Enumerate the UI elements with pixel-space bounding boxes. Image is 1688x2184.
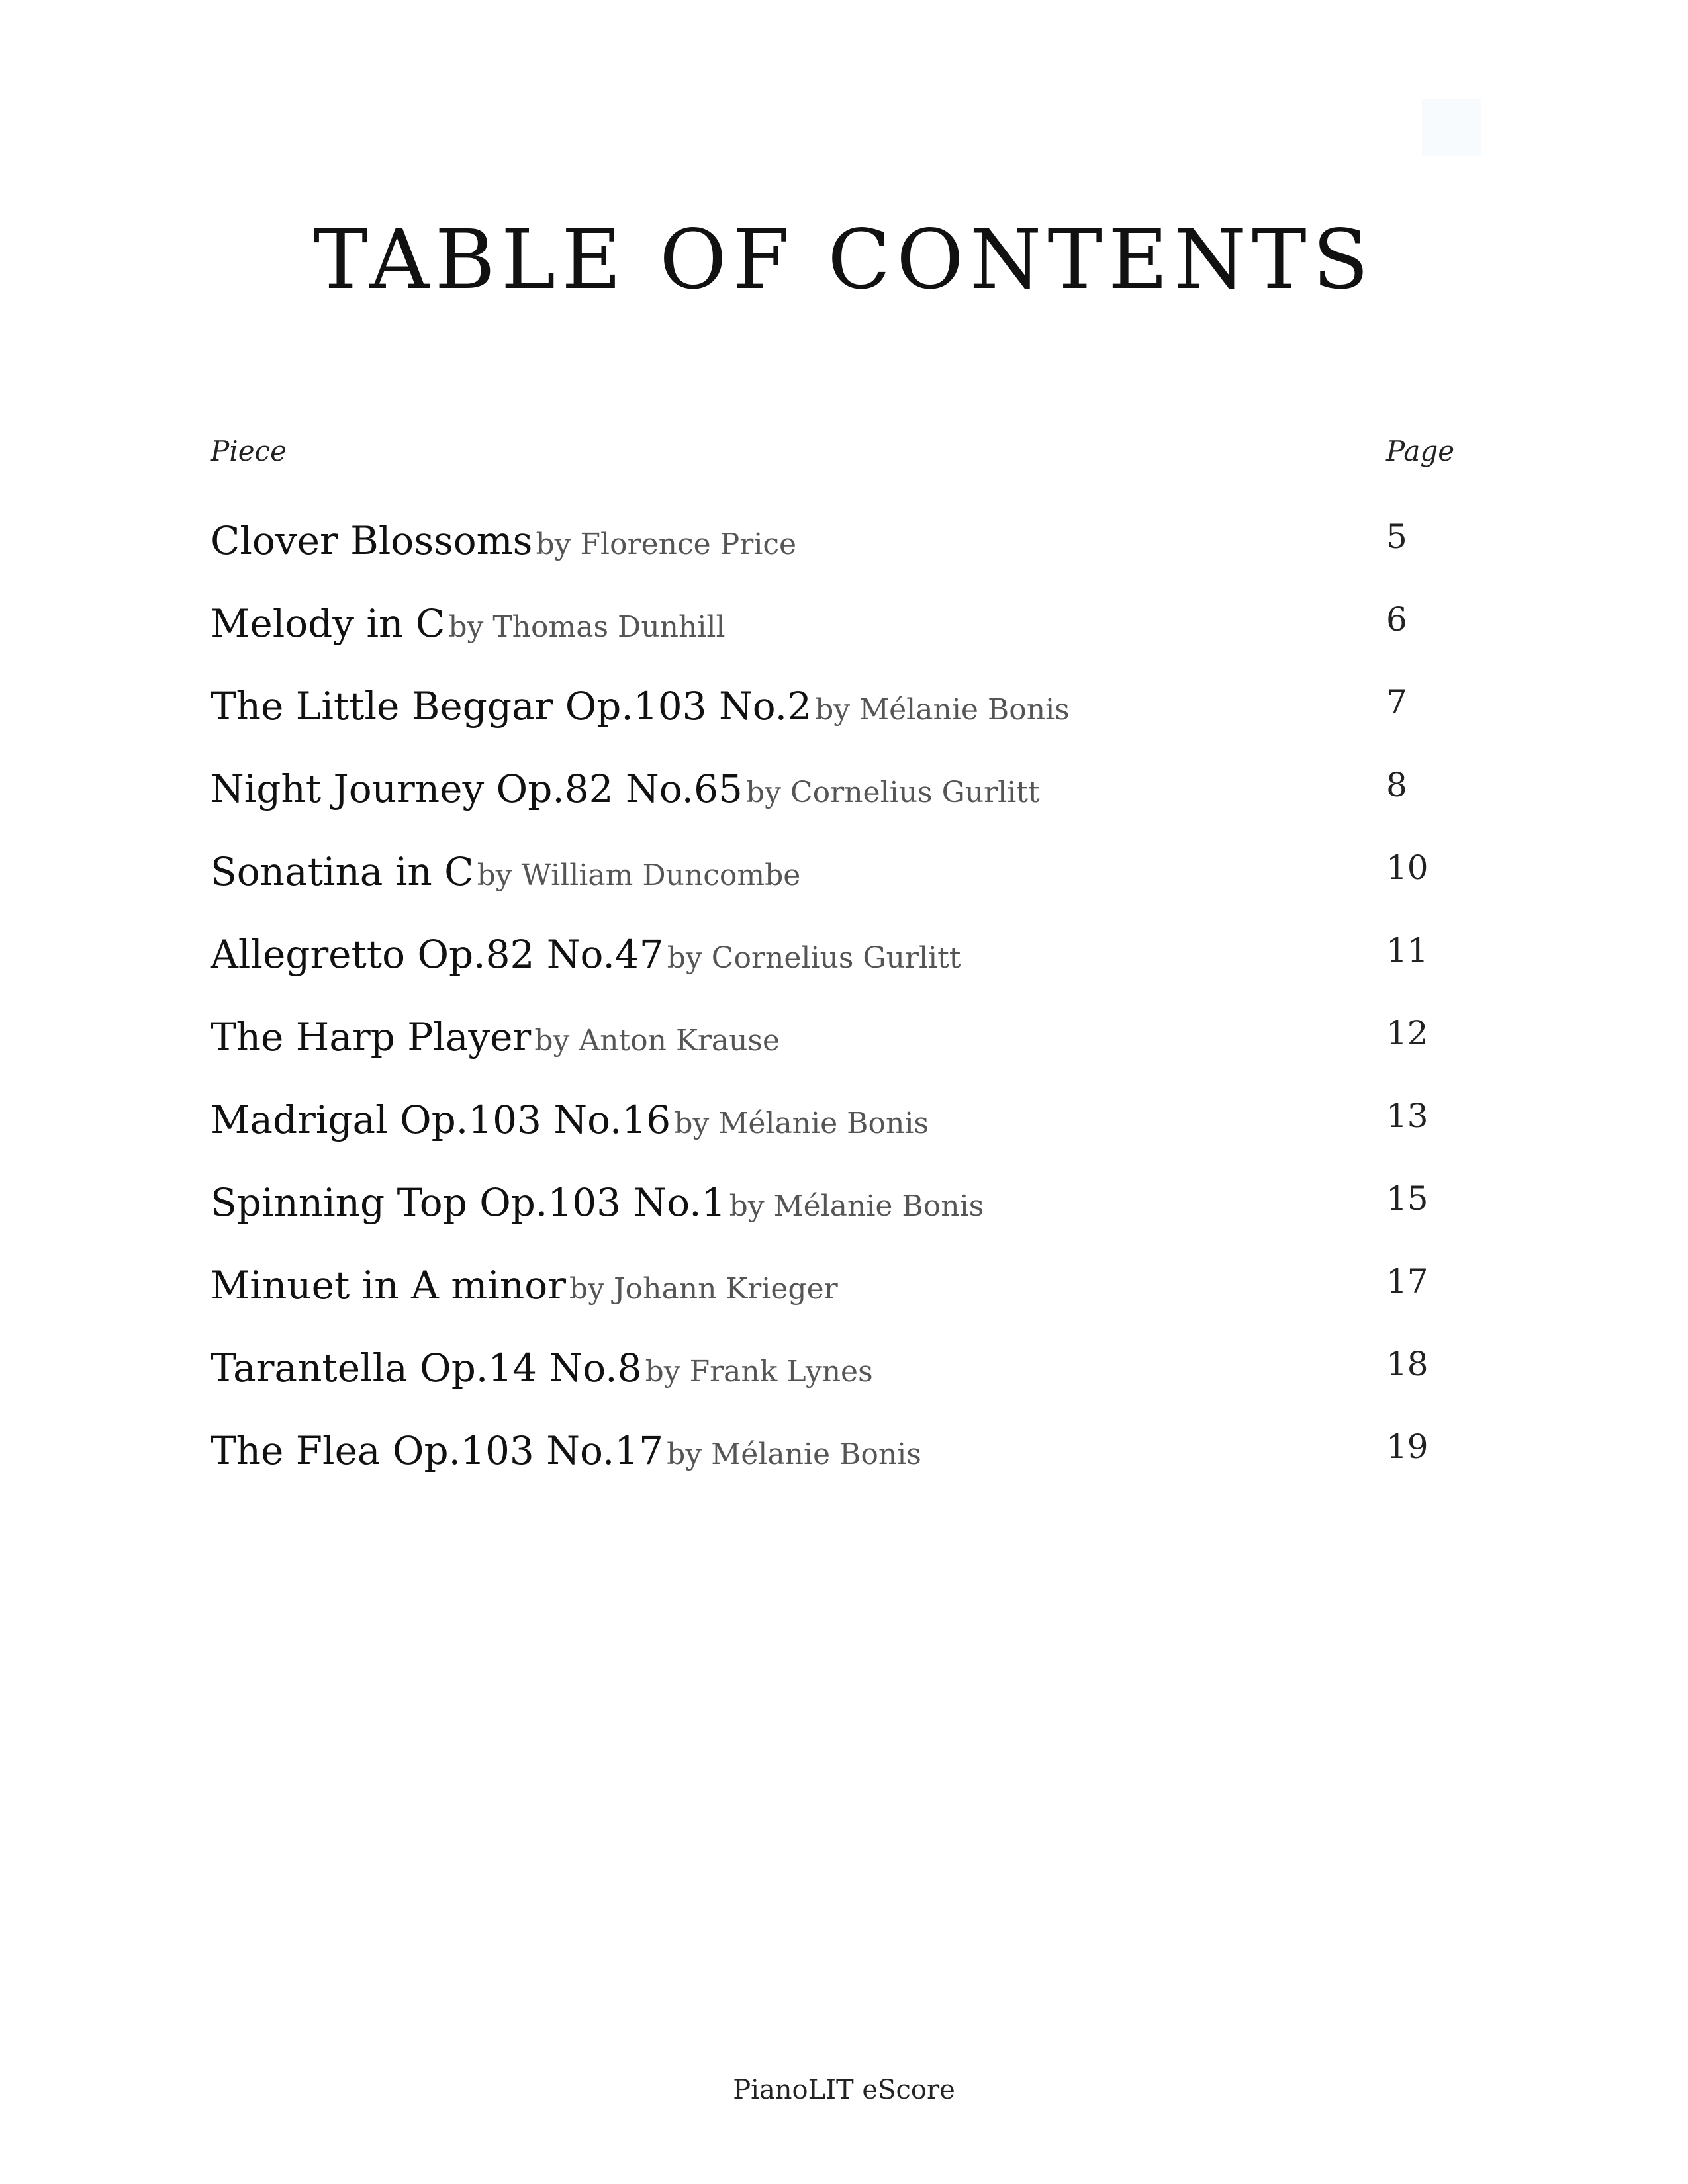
piece-page-number: 12 [1386,1014,1429,1052]
page-column-header: Page [1386,435,1455,467]
page-title: TABLE OF CONTENTS [313,212,1375,308]
piece-composer: by Mélanie Bonis [815,693,1070,727]
piece-composer: by Anton Krause [534,1024,780,1058]
piece-page-number: 13 [1386,1097,1429,1135]
piece-page-number: 18 [1386,1345,1429,1383]
toc-entry[interactable] [211,676,1468,759]
toc-entry[interactable] [211,842,1468,925]
piece-composer: by Cornelius Gurlitt [667,941,961,975]
piece-page-number: 17 [1386,1262,1429,1300]
piece-title: Tarantella Op.14 No.8 [211,1345,642,1390]
piece-title: Clover Blossoms [211,518,533,563]
piece-page-number: 11 [1386,931,1429,970]
page-footer: PianoLIT eScore [733,2075,955,2105]
piece-page-number: 15 [1386,1179,1429,1218]
toc-entry[interactable] [211,1255,1468,1338]
piece-title: Spinning Top Op.103 No.1 [211,1180,726,1225]
toc-entry[interactable] [211,511,1468,594]
piece-composer: by Mélanie Bonis [729,1189,984,1223]
piece-composer: by Thomas Dunhill [448,610,726,644]
piece-title: Melody in C [211,601,445,646]
toc-entry[interactable] [211,1090,1468,1173]
piece-composer: by Florence Price [536,527,797,561]
piece-composer: by Mélanie Bonis [674,1107,929,1140]
piece-page-number: 6 [1386,600,1407,639]
piece-page-number: 8 [1386,766,1407,804]
piece-page-number: 7 [1386,683,1407,721]
piece-composer: by Mélanie Bonis [667,1437,921,1471]
piece-composer: by Cornelius Gurlitt [746,776,1040,809]
piece-title: Night Journey Op.82 No.65 [211,766,743,811]
toc-entry[interactable] [211,1421,1468,1504]
piece-title: Minuet in A minor [211,1263,566,1308]
piece-title: The Harp Player [211,1015,532,1060]
piece-composer: by Frank Lynes [645,1355,873,1388]
piece-title: The Flea Op.103 No.17 [211,1428,664,1473]
piece-composer: by William Duncombe [477,858,801,892]
piece-composer: by Johann Krieger [569,1272,838,1306]
piece-column-header: Piece [211,435,287,467]
corner-mark [1422,99,1481,156]
piece-title: Sonatina in C [211,849,474,894]
piece-title: Madrigal Op.103 No.16 [211,1097,671,1142]
piece-title: Allegretto Op.82 No.47 [211,932,664,977]
toc-entry[interactable] [211,925,1468,1007]
piece-title: The Little Beggar Op.103 No.2 [211,684,812,729]
toc-entry[interactable] [211,1173,1468,1255]
toc-entry[interactable] [211,1007,1468,1090]
toc-entry[interactable] [211,1338,1468,1421]
piece-page-number: 19 [1386,1428,1429,1466]
piece-page-number: 10 [1386,848,1429,887]
toc-entry[interactable] [211,759,1468,842]
toc-entry[interactable] [211,594,1468,676]
piece-page-number: 5 [1386,518,1407,556]
toc-list [211,511,1468,1504]
